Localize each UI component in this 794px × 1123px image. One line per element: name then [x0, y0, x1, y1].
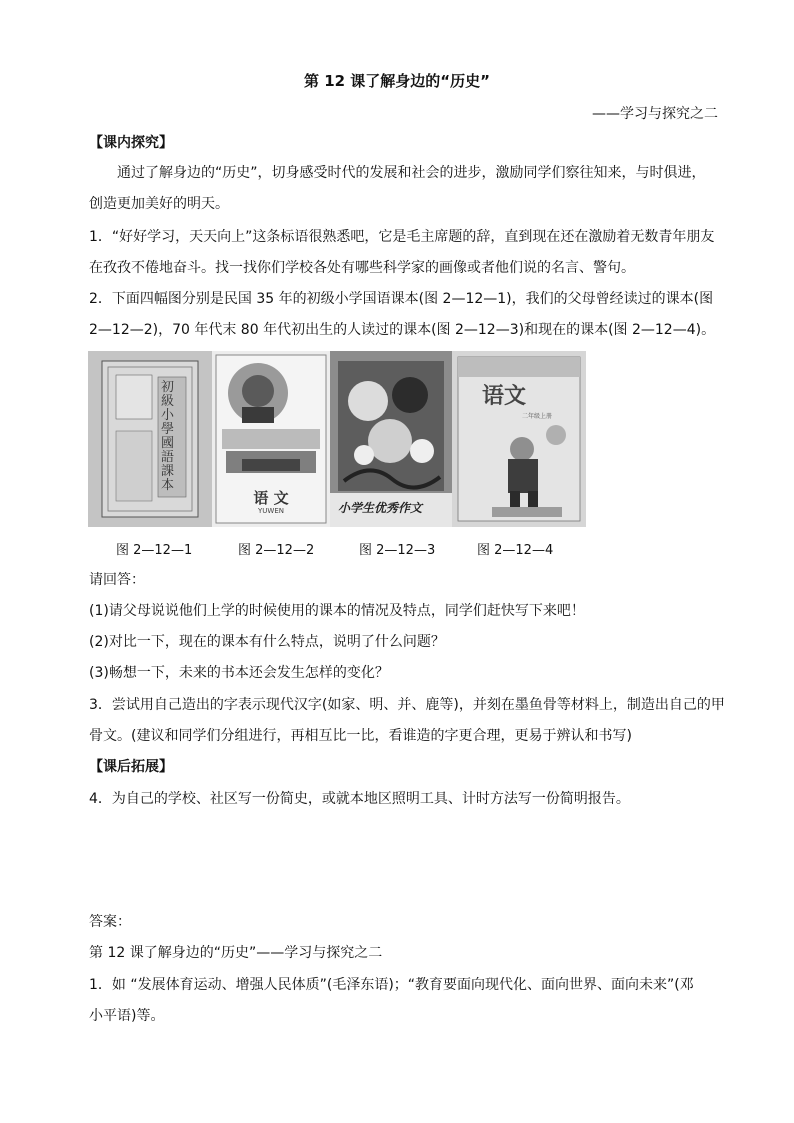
section-heading-after-class: 【课后拓展】 [89, 759, 173, 775]
figure-caption-3: 图 2—12—3 [359, 543, 436, 558]
textbook-cover-2 [212, 351, 330, 527]
figure-caption-1: 图 2—12—1 [116, 543, 193, 558]
section-heading-in-class: 【课内探究】 [89, 135, 173, 151]
subquestion-1: (1)请父母说说他们上学的时候使用的课本的情况及特点，同学们赶快写下来吧！ [89, 603, 585, 619]
intro-line-2: 创造更加美好的明天。 [89, 196, 229, 212]
answers-title: 第 12 课了解身边的“历史”——学习与探究之二 [89, 945, 383, 961]
figure-caption-4: 图 2—12—4 [477, 543, 554, 558]
textbook-cover-3 [330, 351, 452, 527]
question-1-line-2: 在孜孜不倦地奋斗。找一找你们学校各处有哪些科学家的画像或者他们说的名言、警句。 [89, 260, 635, 276]
figure-caption-2: 图 2—12—2 [238, 543, 315, 558]
cover-4-subtitle: 二年级上册 [522, 413, 553, 420]
lesson-subtitle: ——学习与探究之二 [592, 106, 718, 122]
question-3-line-1: 3．尝试用自己造出的字表示现代汉字(如家、明、并、鹿等)，并刻在墨鱼骨等材料上，制造出自己的甲 [89, 697, 725, 713]
subquestion-2: (2)对比一下，现在的课本有什么特点，说明了什么问题？ [89, 634, 445, 650]
question-2-line-2: 2—12—2)，70 年代末 80 年代初出生的人读过的课本(图 2—12—3)和现在的课本(图 2—12—4)。 [89, 322, 716, 338]
lesson-title: 第 12 课了解身边的“历史” [303, 72, 491, 90]
cover-3-title: 小学生优秀作文 [338, 501, 423, 515]
question-4: 4．为自己的学校、社区写一份简史，或就本地区照明工具、计时方法写一份简明报告。 [89, 791, 630, 807]
subquestion-3: (3)畅想一下，未来的书本还会发生怎样的变化？ [89, 665, 389, 681]
cover-4-title: 语文 [482, 383, 527, 409]
cover-2-subtitle: YUWEN [258, 507, 284, 515]
textbook-cover-1 [88, 351, 212, 527]
cover-1-title: 初級小學國語課本 [161, 380, 175, 493]
textbook-photos [88, 351, 586, 527]
intro-line-1: 通过了解身边的“历史”，切身感受时代的发展和社会的进步，激励同学们察往知来，与时俱进， [117, 165, 706, 181]
question-2-line-1: 2．下面四幅图分别是民国 35 年的初级小学国语课本(图 2—12—1)，我们的父母曾经读过的课本(图 [89, 291, 714, 307]
question-3-line-2: 骨文。(建议和同学们分组进行，再相互比一比，看谁造的字更合理，更易于辨认和书写) [89, 728, 632, 744]
question-1-line-1: 1．“好好学习，天天向上”这条标语很熟悉吧，它是毛主席题的辞，直到现在还在激励着无数青年朋友 [89, 229, 715, 245]
textbook-cover-4 [452, 351, 586, 527]
answer-prompt: 请回答： [89, 572, 145, 588]
answer-1-line-2: 小平语)等。 [89, 1008, 165, 1024]
answers-heading: 答案： [89, 914, 131, 930]
answer-1-line-1: 1．如 “发展体育运动、增强人民体质”(毛泽东语)；“教育要面向现代化、面向世界、面向未来”(邓 [89, 977, 694, 993]
cover-2-title: 语 文 [253, 489, 289, 507]
